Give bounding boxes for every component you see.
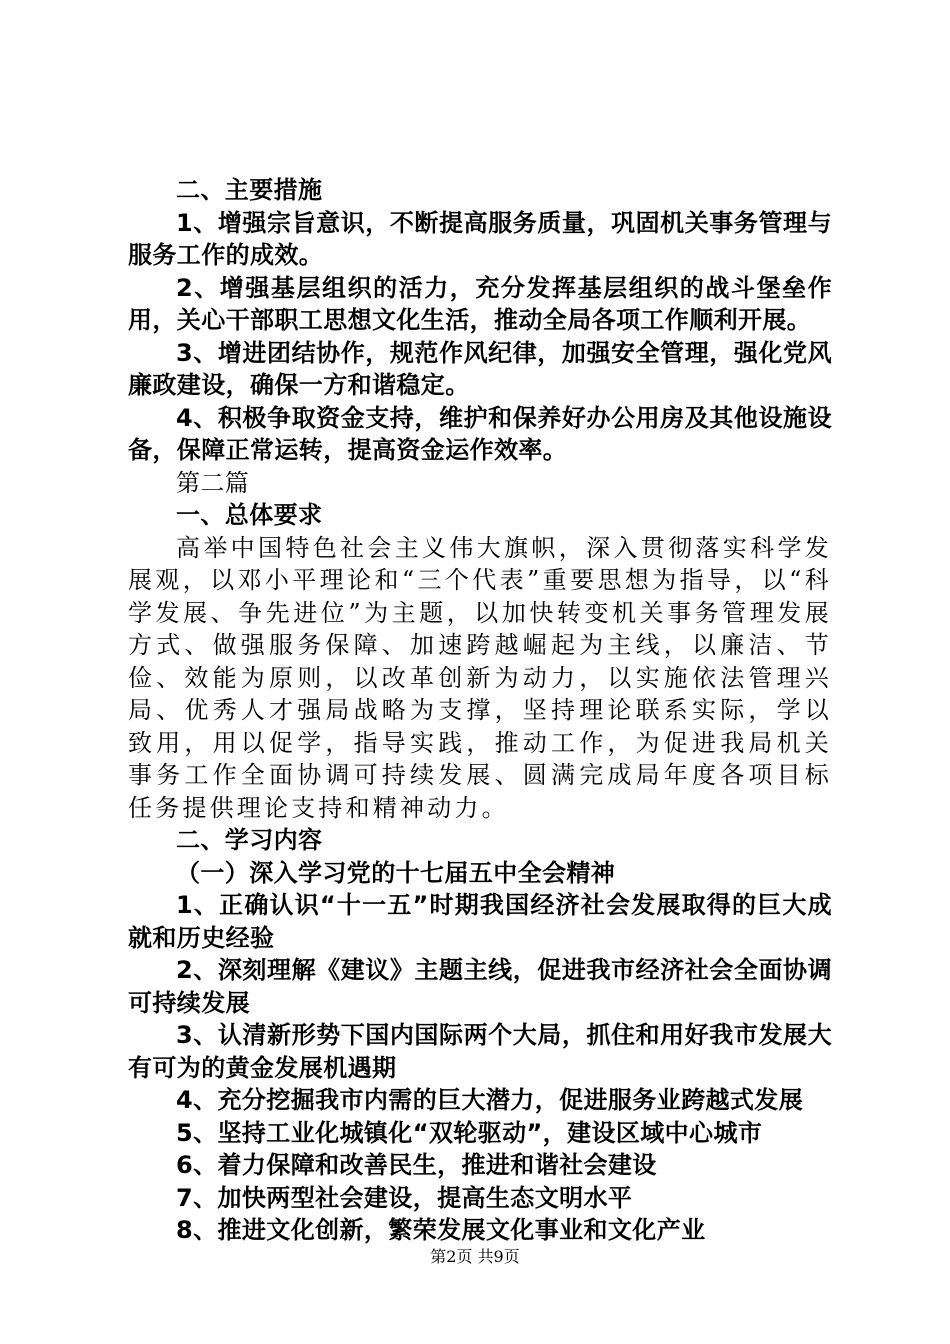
section-heading-study-content: 二、学习内容: [176, 826, 323, 854]
list-item-8: 8、推进文化创新，繁荣发展文化事业和文化产业: [176, 1216, 706, 1244]
paragraph-measure-1: 1、增强宗旨意识，不断提高服务质量，巩固机关事务管理与服务工作的成效。: [128, 208, 832, 269]
chapter-title: 第二篇: [176, 468, 250, 497]
paragraph-measure-3: 3、增进团结协作，规范作风纪律，加强安全管理，强化党风廉政建设，确保一方和谐稳定。: [128, 338, 832, 399]
list-item-4: 4、充分挖掘我市内需的巨大潜力，促进服务业跨越式发展: [176, 1086, 804, 1114]
paragraph-measure-2: 2、增强基层组织的活力，充分发挥基层组织的战斗堡垒作用，关心干部职工思想文化生活，推动全局各项工作顺利开展。: [128, 273, 832, 334]
section-heading-main-measures: 二、主要措施: [176, 176, 323, 204]
list-item-6: 6、着力保障和改善民生，推进和谐社会建设: [176, 1151, 657, 1179]
document-body: [128, 174, 832, 1247]
paragraph-measure-4: 4、积极争取资金支持，维护和保养好办公用房及其他设施设备，保障正常运转，提高资金运作效率。: [128, 403, 832, 464]
list-item-7: 7、加快两型社会建设，提高生态文明水平: [176, 1183, 633, 1212]
list-item-2: 2、深刻理解《建议》主题主线，促进我市经济社会全面协调可持续发展: [128, 956, 832, 1017]
section-heading-general-requirements: 一、总体要求: [176, 501, 323, 529]
subsection-heading-plenum: （一）深入学习党的十七届五中全会精神: [176, 858, 616, 887]
list-item-1: 1、正确认识“十一五”时期我国经济社会发展取得的巨大成就和历史经验: [128, 891, 832, 952]
paragraph-general-requirements: 高举中国特色社会主义伟大旗帜，深入贯彻落实科学发展观，以邓小平理论和“三个代表”重要思想为指导，以“科学发展、争先进位”为主题，以加快转变机关事务管理发展方式、做强服务保障、加速跨越崛起为主线，以廉洁、节俭、效能为原则，以改革创新为动力，以实施依法管理兴局、优秀人才强局战略为支撑，坚持理论联系实际，学以致用，用以促学，指导实践，推动工作，为促进我局机关事务工作全面协调可持续发展、圆满完成局年度各项目标任务提供理论支持和精神动力。: [128, 533, 832, 822]
list-item-5: 5、坚持工业化城镇化“双轮驱动”，建设区域中心城市: [176, 1118, 763, 1147]
list-item-3: 3、认清新形势下国内国际两个大局，抓住和用好我市发展大有可为的黄金发展机遇期: [128, 1021, 832, 1082]
page-number-footer: 第2页 共9页: [430, 1247, 520, 1266]
